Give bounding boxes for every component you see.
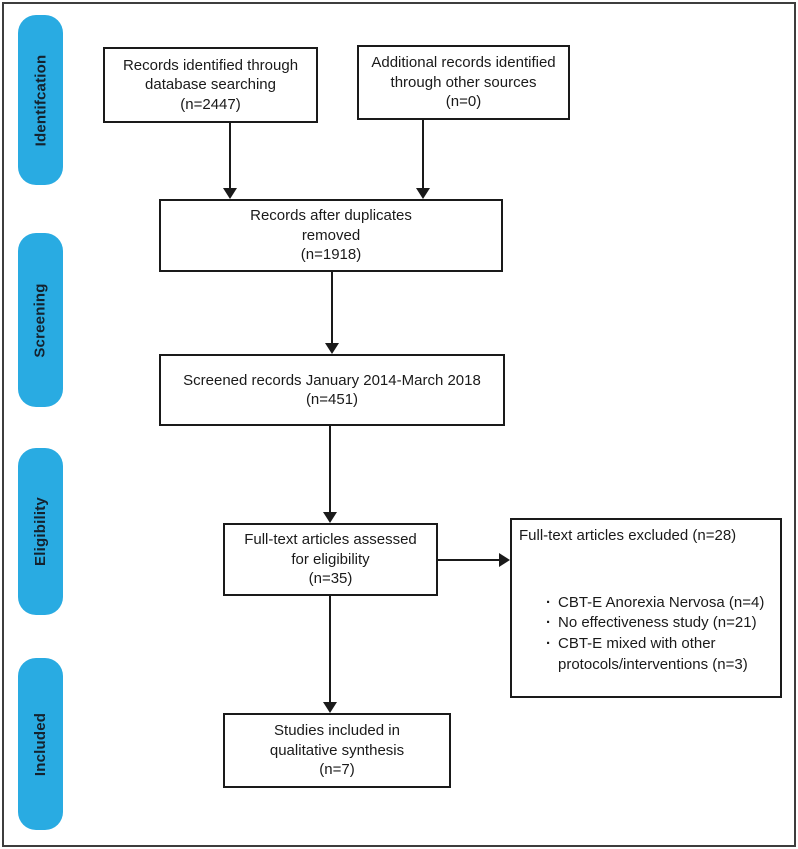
arrowhead-screened-to-assessed xyxy=(323,512,337,523)
stage-pill-eligibility xyxy=(18,448,63,615)
excluded-title: Full-text articles excluded (n=28) xyxy=(519,527,737,544)
stage-pill-screening xyxy=(18,233,63,407)
box-included-synthesis-line: Studies included in xyxy=(274,722,400,740)
stage-label-included: Included xyxy=(32,712,49,776)
arrow-line-assessed-to-excluded xyxy=(438,559,499,561)
arrow-line-db-to-duplicates xyxy=(229,123,231,189)
box-database-search-line: database searching xyxy=(145,76,276,94)
box-after-duplicates xyxy=(159,199,503,272)
excluded-reason-item: · No effectiveness study (n=21) xyxy=(546,613,774,634)
box-other-sources-line: through other sources xyxy=(390,73,537,91)
box-included-synthesis-line: (n=7) xyxy=(319,761,355,779)
box-screened xyxy=(159,354,505,426)
box-other-sources xyxy=(357,45,570,120)
arrowhead-duplicates-to-screened xyxy=(325,343,339,354)
arrowhead-other-to-duplicates xyxy=(416,188,430,199)
box-database-search-line: (n=2447) xyxy=(180,95,241,113)
excluded-reason-item: · CBT-E Anorexia Nervosa (n=4) xyxy=(546,593,774,614)
arrowhead-assessed-to-excluded xyxy=(499,553,510,567)
arrow-line-screened-to-assessed xyxy=(329,426,331,513)
box-after-duplicates-line: removed xyxy=(301,226,361,244)
box-after-duplicates-line: Records after duplicates xyxy=(250,207,412,225)
box-fulltext-assessed-line: for eligibility xyxy=(291,550,370,568)
stage-label-screening: Screening xyxy=(32,282,50,358)
stage-pill-included xyxy=(18,658,63,830)
box-other-sources-line: Additional records identified xyxy=(371,54,556,72)
arrowhead-db-to-duplicates xyxy=(223,188,237,199)
box-fulltext-assessed xyxy=(223,523,438,596)
box-fulltext-assessed-line: Full-text articles assessed xyxy=(244,531,417,549)
arrow-line-duplicates-to-screened xyxy=(331,272,333,344)
box-database-search-line: Records identified through xyxy=(122,56,299,74)
box-included-synthesis-line: qualitative synthesis xyxy=(269,741,405,759)
box-database-search xyxy=(103,47,318,123)
arrow-line-other-to-duplicates xyxy=(422,120,424,189)
excluded-reasons-list xyxy=(519,593,774,676)
box-fulltext-excluded xyxy=(510,518,782,698)
box-after-duplicates-line: (n=1918) xyxy=(300,246,362,264)
stage-label-identification: Identifcation xyxy=(32,54,50,146)
arrowhead-assessed-to-included xyxy=(323,702,337,713)
excluded-reason-item: · CBT-E mixed with other protocols/interventions (n=3) xyxy=(546,634,774,675)
stage-label-eligibility: Eligibility xyxy=(32,497,49,566)
box-included-synthesis xyxy=(223,713,451,788)
stage-pill-identification xyxy=(18,15,63,185)
box-other-sources-line: (n=0) xyxy=(445,93,482,111)
box-fulltext-assessed-line: (n=35) xyxy=(308,570,353,588)
box-screened-line: Screened records January 2014-March 2018 xyxy=(183,371,481,389)
box-screened-line: (n=451) xyxy=(305,391,359,408)
arrow-line-assessed-to-included xyxy=(329,596,331,703)
